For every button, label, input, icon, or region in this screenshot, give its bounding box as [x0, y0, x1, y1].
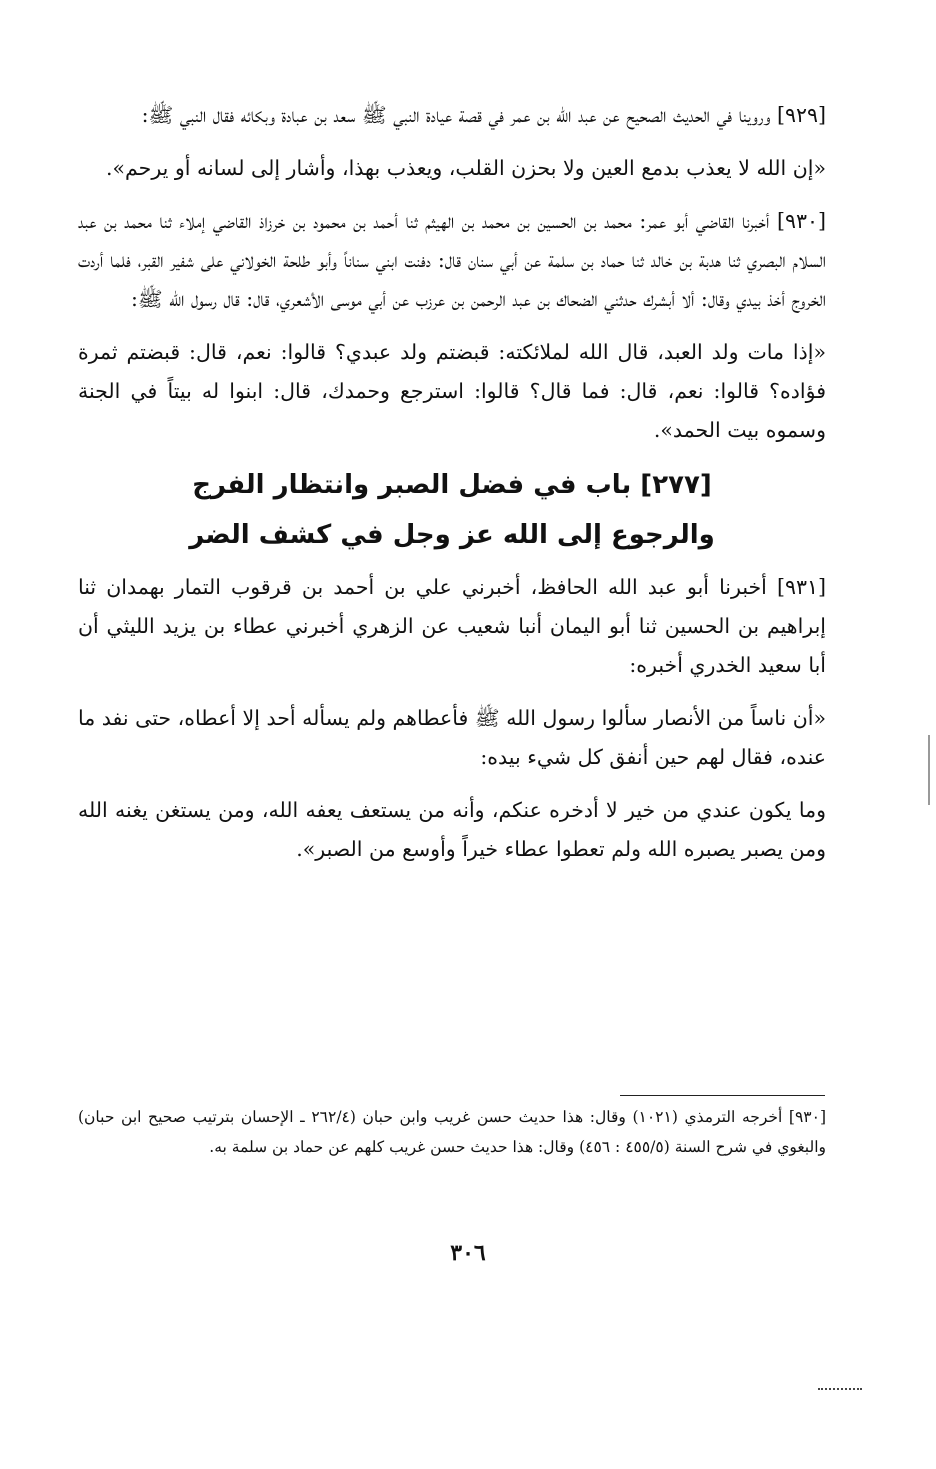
chapter-title-line-1: [٢٧٧] باب في فضل الصبر وانتظار الفرج: [192, 470, 712, 500]
footnote-930: [٩٣٠] أخرجه الترمذي (١٠٢١) وقال: هذا حديث حسن غريب وابن حبان (٢٦٢/٤ ـ الإحسان بترتيب صحيح ابن حبان) والبغوي في شرح السنة (٤٥٥/٥ : ٤٥٦) وقال: هذا حديث حسن غريب كلهم عن حماد بن سلمة به.: [78, 1108, 826, 1156]
hadith-930-isnad: [٩٣٠] أخبرنا القاضي أبو عمر: محمد بن الحسين بن محمد بن الهيثم ثنا أحمد بن محمود بن خرزاذ القاضي إملاء ثنا محمد بن عبد السلام البصري ثنا هدبة بن خالد ثنا حماد بن سلمة عن أبي سنان قال: دفنت ابني سناناً وأبو طلحة الخولاني على شفير القبر، فلما أردت الخروج أخذ بيدي وقال: ألا أبشرك حدثني الضحاك بن عبد الرحمن بن عرزب عن أبي موسى الأشعري، قال: قال رسول الله ﷺ:: [78, 209, 826, 311]
hadith-931-text: «أن ناساً من الأنصار سألوا رسول الله ﷺ فأعطاهم ولم يسأله أحد إلا أعطاه، حتى نفد ما عنده، فقال لهم حين أنفق كل شيء بيده:: [78, 706, 826, 769]
hadith-929-intro: [٩٢٩] وروينا في الحديث الصحيح عن عبد الله بن عمر في قصة عيادة النبي ﷺ سعد بن عبادة وبكائه فقال النبي ﷺ:: [141, 103, 826, 127]
hadith-929-text: «إن الله لا يعذب بدمع العين ولا بحزن القلب، ويعذب بهذا، وأشار إلى لسانه أو يرحم».: [105, 156, 826, 180]
scan-edge-mark: [928, 735, 930, 805]
scan-artifact-mark: [818, 1388, 862, 1393]
hadith-931-isnad: [٩٣١] أخبرنا أبو عبد الله الحافظ، أخبرني علي بن أحمد بن قرقوب التمار بهمدان ثنا إبراهيم بن الحسين ثنا أبو اليمان أنبا شعيب عن الزهري أخبرني عطاء بن يزيد الليثي أن أبا سعيد الخدري أخبره:: [78, 575, 826, 677]
hadith-931-continuation: وما يكون عندي من خير لا أدخره عنكم، وأنه من يستعف يعفه الله، ومن يستغن يغنه الله ومن يصبر يصبره الله ولم تعطوا عطاء خيراً وأوسع من الصبر».: [78, 798, 826, 861]
footnote-divider: [620, 1095, 825, 1096]
footnotes: [78, 1102, 826, 1162]
chapter-title: [78, 460, 826, 560]
page-body: [78, 96, 826, 869]
page-number: ٣٠٦: [450, 1240, 486, 1266]
hadith-930-text: «إذا مات ولد العبد، قال الله لملائكته: قبضتم ولد عبدي؟ قالوا: نعم، قال: قبضتم ثمرة فؤاده؟ قالوا: نعم، قال: فما قال؟ قالوا: استرجع وحمدك، قال: ابنوا له بيتاً في الجنة وسموه بيت الحمد».: [78, 340, 826, 442]
chapter-title-line-2: والرجوع إلى الله عز وجل في كشف الضر: [189, 520, 715, 550]
